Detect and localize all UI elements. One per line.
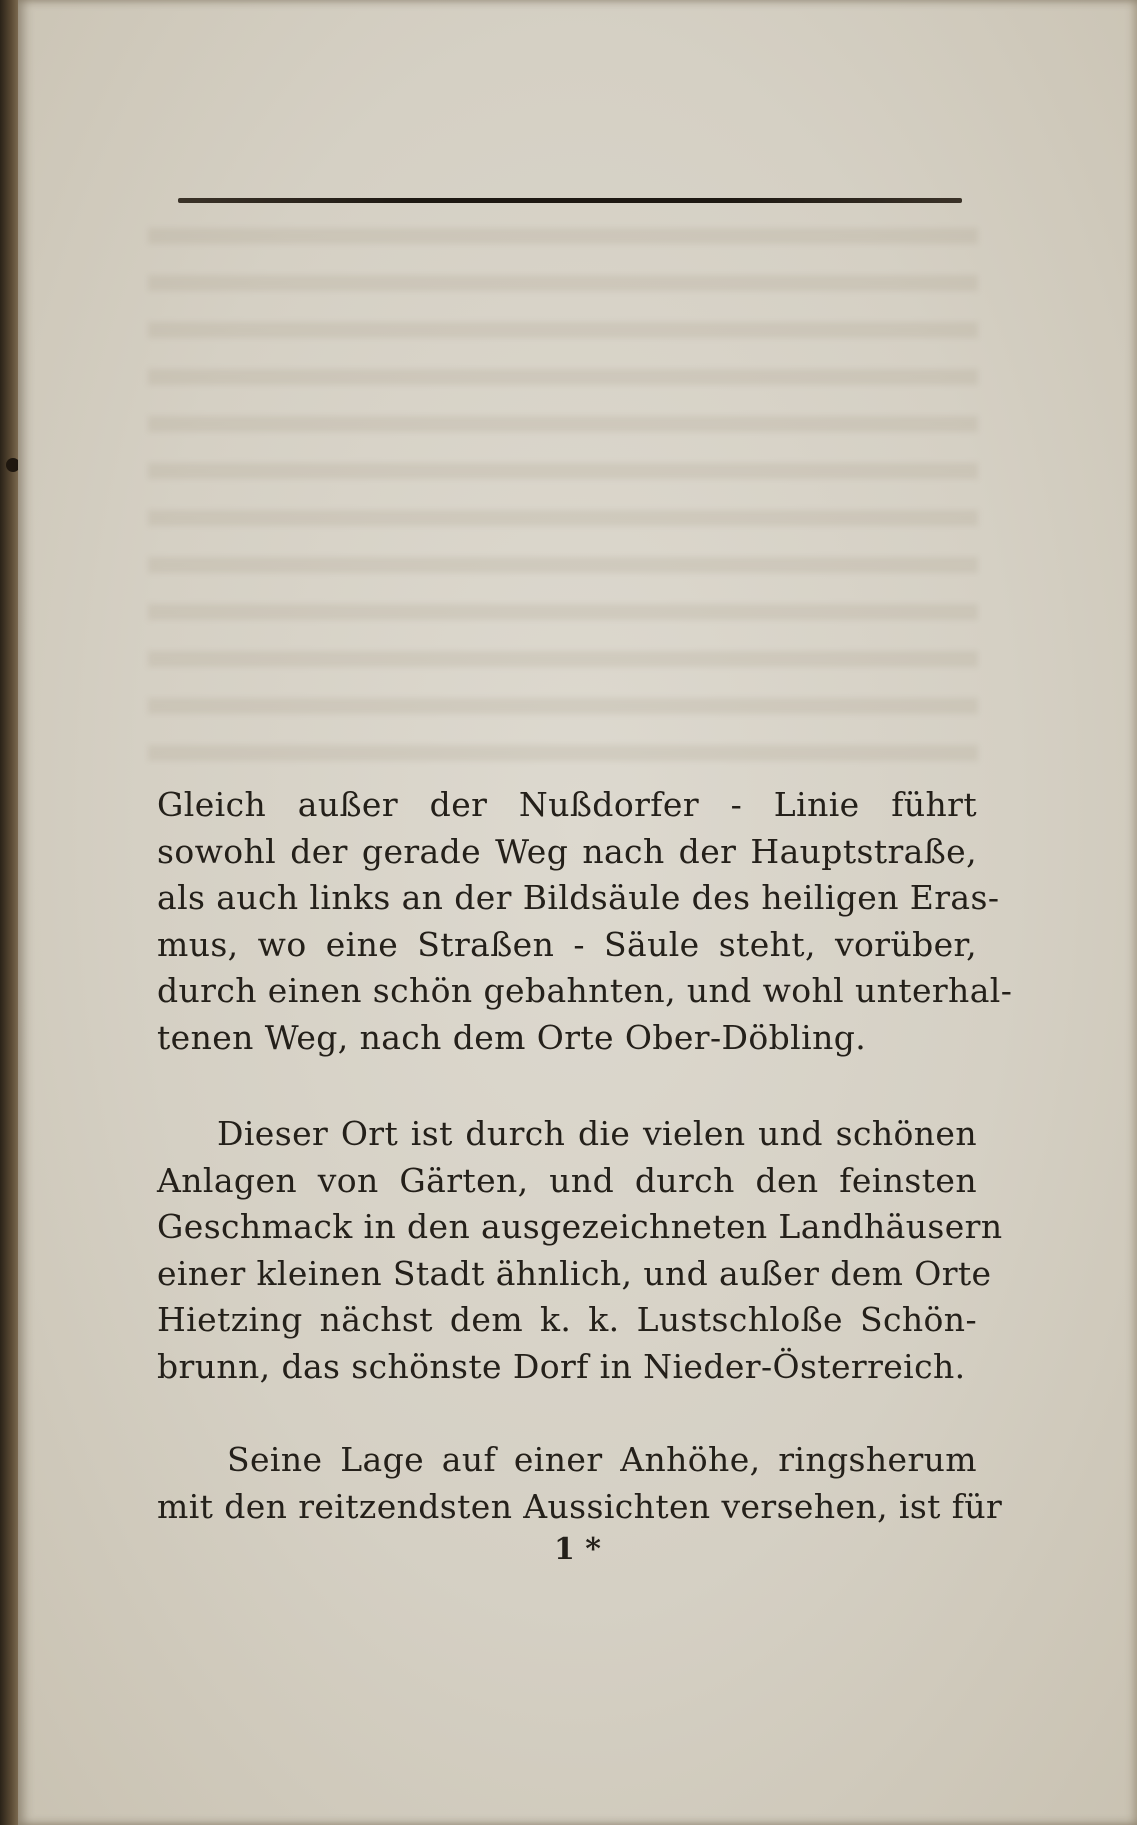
text-line: sowohl der gerade Weg nach der Hauptstraße, (157, 831, 977, 871)
text-line: Gleich außer der Nußdorfer - Linie führt (157, 785, 977, 824)
text-line: Hietzing nächst dem k. k. Lustschloße Schön- (157, 1300, 977, 1339)
signature-mark: 1 * (553, 1532, 601, 1567)
text-line: Anlagen von Gärten, und durch den feinsten (157, 1160, 977, 1200)
paragraph-3 (157, 1437, 1003, 1530)
paragraph-1 (157, 782, 1013, 1061)
bleed-through-shadow (148, 210, 978, 770)
paragraph-2 (157, 1111, 1003, 1390)
text-line: Dieser Ort ist durch die vielen und schönen (217, 1114, 977, 1153)
text-line: durch einen schön gebahnten, und wohl unterhal- (157, 971, 1013, 1010)
header-rule (178, 198, 962, 203)
text-line: einer kleinen Stadt ähnlich, und außer dem Orte (157, 1253, 992, 1293)
text-line: mit den reitzendsten Aussichten versehen, ist für (157, 1486, 1003, 1526)
text-line: mus, wo eine Straßen - Säule steht, vorüber, (157, 924, 977, 964)
text-line: Geschmack in den ausgezeichneten Landhäusern (157, 1207, 1003, 1246)
text-line: tenen Weg, nach dem Orte Ober-Döbling. (157, 1017, 867, 1057)
text-line: als auch links an der Bildsäule des heiligen Eras- (157, 878, 1000, 917)
text-line: Seine Lage auf einer Anhöhe, ringsherum (227, 1440, 977, 1479)
text-line: brunn, das schönste Dorf in Nieder-Österreich. (157, 1346, 966, 1386)
book-page (18, 0, 1137, 1825)
